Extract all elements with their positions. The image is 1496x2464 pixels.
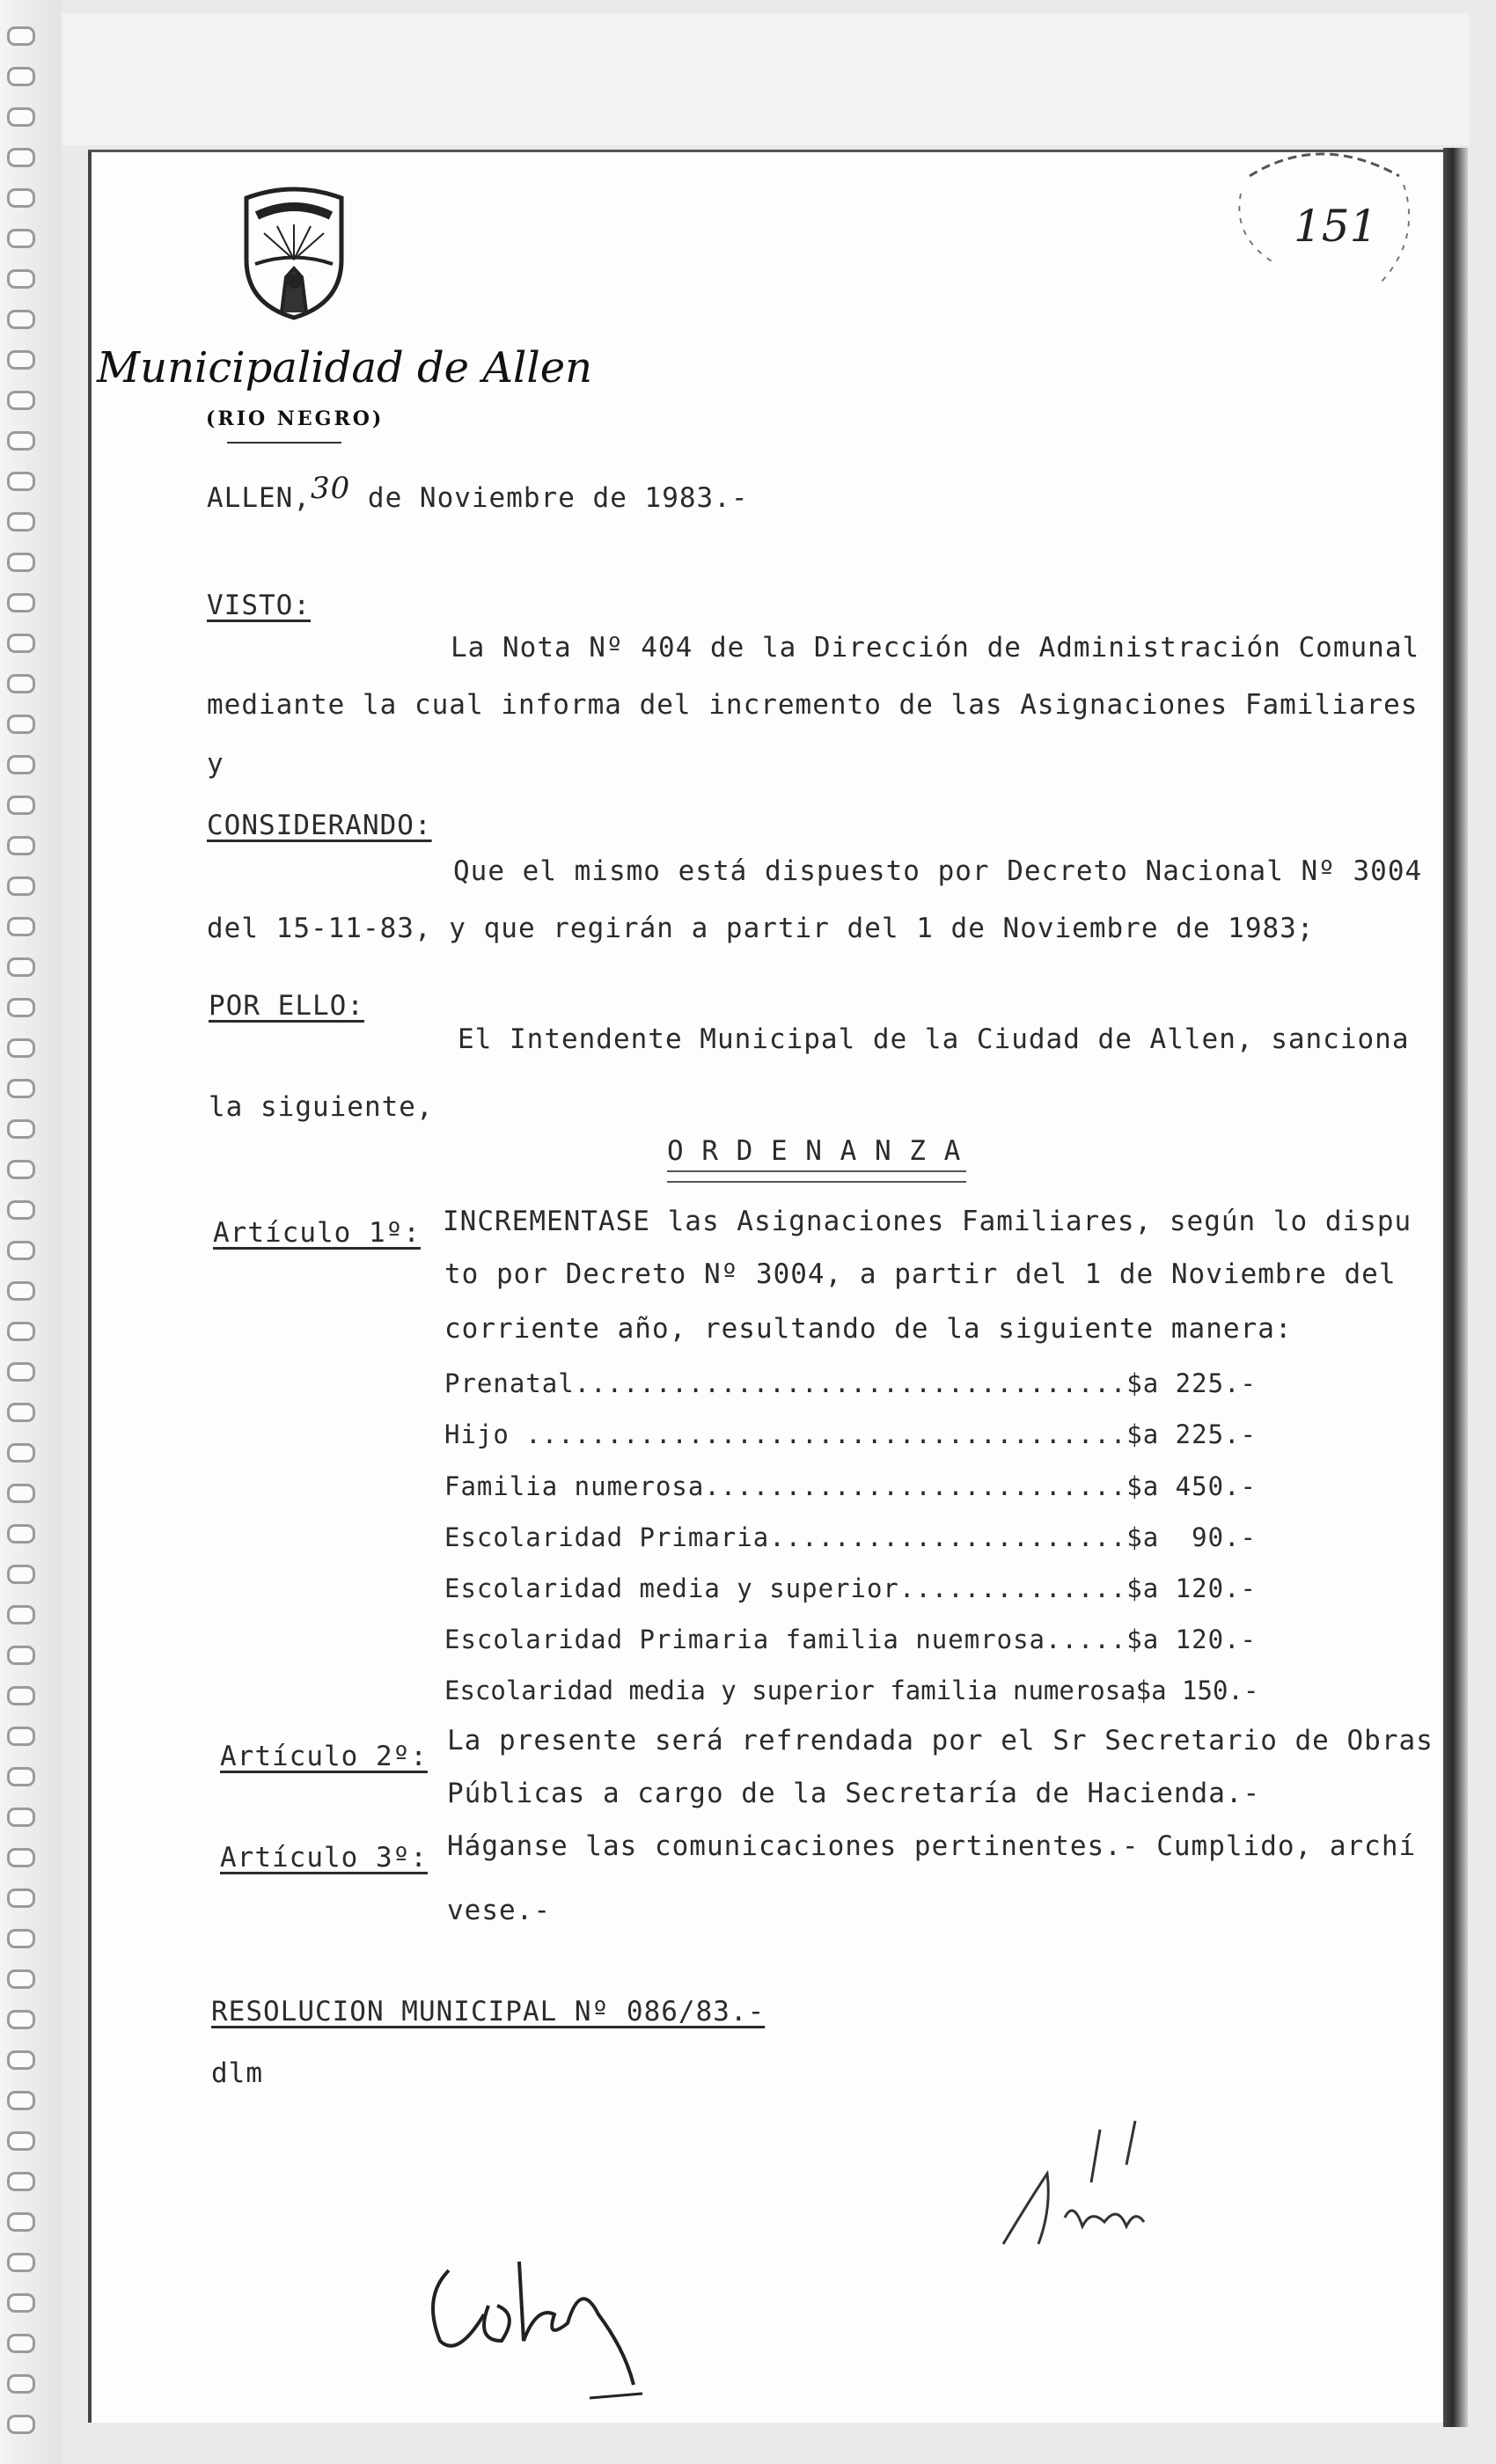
binder-ring-icon <box>7 1200 35 1220</box>
allowance-row: Escolaridad media y superior..............$a 120.- <box>444 1573 1257 1603</box>
binder-ring-icon <box>7 998 35 1017</box>
allowance-row: Familia numerosa..........................$a 450.- <box>444 1471 1257 1501</box>
folio-number: 151 <box>1294 201 1378 252</box>
binder-ring-icon <box>7 1281 35 1301</box>
binder-ring-icon <box>7 1646 35 1665</box>
article-2-line: Públicas a cargo de la Secretaría de Hacienda.- <box>447 1778 1261 1809</box>
visto-line: La Nota Nº 404 de la Dirección de Administración Comunal <box>451 632 1420 664</box>
binder-strip <box>0 0 62 2464</box>
binder-ring-icon <box>7 229 35 248</box>
binder-ring-icon <box>7 431 35 451</box>
binder-ring-icon <box>7 836 35 855</box>
title-double-underline <box>667 1170 966 1183</box>
binder-ring-icon <box>7 269 35 289</box>
binder-ring-icon <box>7 1969 35 1989</box>
article-1-line: INCREMENTASE las Asignaciones Familiares, según lo dispu <box>443 1206 1412 1237</box>
allowance-row: Escolaridad Primaria......................$a 90.- <box>444 1522 1257 1552</box>
municipality-name: Municipalidad de Allen <box>97 343 593 392</box>
sheet-edge-shadow <box>1443 148 1468 2427</box>
typist-initials: dlm <box>211 2057 263 2089</box>
binder-ring-icon <box>7 1038 35 1058</box>
por-ello-line: la siguiente, <box>209 1091 434 1123</box>
binder-ring-icon <box>7 1403 35 1422</box>
binder-ring-icon <box>7 2172 35 2191</box>
binder-ring-icon <box>7 1929 35 1948</box>
binder-ring-icon <box>7 634 35 653</box>
binder-ring-icon <box>7 553 35 572</box>
binder-ring-icon <box>7 2212 35 2232</box>
binder-ring-icon <box>7 391 35 410</box>
binder-ring-icon <box>7 2253 35 2272</box>
article-3-line: vese.- <box>447 1895 551 1926</box>
binder-ring-icon <box>7 1605 35 1624</box>
binder-ring-icon <box>7 1484 35 1503</box>
binder-ring-icon <box>7 1848 35 1867</box>
binder-ring-icon <box>7 2131 35 2151</box>
binder-ring-icon <box>7 310 35 329</box>
background-page <box>62 13 1470 145</box>
binder-ring-icon <box>7 593 35 612</box>
por-ello-line: El Intendente Municipal de la Ciudad de Allen, sanciona <box>458 1023 1410 1055</box>
binder-ring-icon <box>7 2050 35 2070</box>
considerando-line: del 15-11-83, y que regirán a partir del 1 de Noviembre de 1983; <box>207 913 1315 944</box>
article-3-line: Háganse las comunicaciones pertinentes.- Cumplido, archí <box>447 1830 1417 1862</box>
article-3-label: Artículo 3º: <box>220 1842 428 1874</box>
article-1-line: to por Decreto Nº 3004, a partir del 1 de Noviembre del <box>444 1258 1397 1290</box>
binder-ring-icon <box>7 2415 35 2434</box>
binder-ring-icon <box>7 957 35 977</box>
resolution-number: RESOLUCION MUNICIPAL Nº 086/83.- <box>211 1996 766 2028</box>
binder-ring-icon <box>7 1565 35 1584</box>
binder-ring-icon <box>7 1241 35 1260</box>
binder-ring-icon <box>7 2374 35 2394</box>
province-name: (RIO NEGRO) <box>206 407 385 430</box>
binder-ring-icon <box>7 1443 35 1463</box>
binder-ring-icon <box>7 876 35 896</box>
binder-ring-icon <box>7 755 35 774</box>
binder-ring-icon <box>7 1767 35 1786</box>
considerando-line: Que el mismo está dispuesto por Decreto Nacional Nº 3004 <box>453 855 1423 887</box>
binder-ring-icon <box>7 2091 35 2110</box>
por-ello-label: POR ELLO: <box>209 990 364 1022</box>
visto-line: y <box>207 748 224 780</box>
allowance-row: Escolaridad Primaria familia nuemrosa.....$a 120.- <box>444 1624 1257 1654</box>
binder-ring-icon <box>7 1160 35 1179</box>
ordenanza-title: O R D E N A N Z A <box>667 1135 962 1167</box>
binder-ring-icon <box>7 512 35 532</box>
date-line: ALLEN,30 de Noviembre de 1983.- <box>207 471 749 514</box>
visto-label: VISTO: <box>207 590 311 621</box>
binder-ring-icon <box>7 1727 35 1746</box>
binder-ring-icon <box>7 188 35 208</box>
binder-ring-icon <box>7 67 35 86</box>
signature-left <box>414 2209 660 2411</box>
allowance-row: Prenatal..................................$a 225.- <box>444 1368 1257 1398</box>
binder-ring-icon <box>7 1888 35 1908</box>
binder-ring-icon <box>7 2293 35 2313</box>
considerando-label: CONSIDERANDO: <box>207 810 432 841</box>
binder-ring-icon <box>7 1686 35 1705</box>
binder-ring-icon <box>7 472 35 491</box>
binder-ring-icon <box>7 1322 35 1341</box>
binder-ring-icon <box>7 2010 35 2029</box>
article-1-label: Artículo 1º: <box>213 1217 421 1249</box>
article-2-line: La presente será refrendada por el Sr Secretario de Obras <box>447 1725 1434 1756</box>
visto-line: mediante la cual informa del incremento de las Asignaciones Familiares <box>207 689 1419 721</box>
article-1-line: corriente año, resultando de la siguiente manera: <box>444 1313 1293 1345</box>
municipal-seal-icon <box>238 180 350 321</box>
binder-ring-icon <box>7 1362 35 1382</box>
binder-ring-icon <box>7 1808 35 1827</box>
binder-ring-icon <box>7 2334 35 2353</box>
binder-ring-icon <box>7 674 35 693</box>
divider <box>227 442 341 444</box>
binder-ring-icon <box>7 1524 35 1544</box>
allowance-row: Hijo .....................................$a 225.- <box>444 1419 1257 1449</box>
binder-ring-icon <box>7 148 35 167</box>
article-2-label: Artículo 2º: <box>220 1741 428 1772</box>
signature-right <box>950 2112 1179 2270</box>
binder-ring-icon <box>7 796 35 815</box>
binder-ring-icon <box>7 1119 35 1139</box>
allowance-row: Escolaridad media y superior familia numerosa$a 150.- <box>444 1676 1259 1705</box>
binder-ring-icon <box>7 715 35 734</box>
binder-ring-icon <box>7 107 35 127</box>
binder-ring-icon <box>7 917 35 936</box>
binder-ring-icon <box>7 26 35 46</box>
binder-ring-icon <box>7 350 35 370</box>
binder-ring-icon <box>7 1079 35 1098</box>
